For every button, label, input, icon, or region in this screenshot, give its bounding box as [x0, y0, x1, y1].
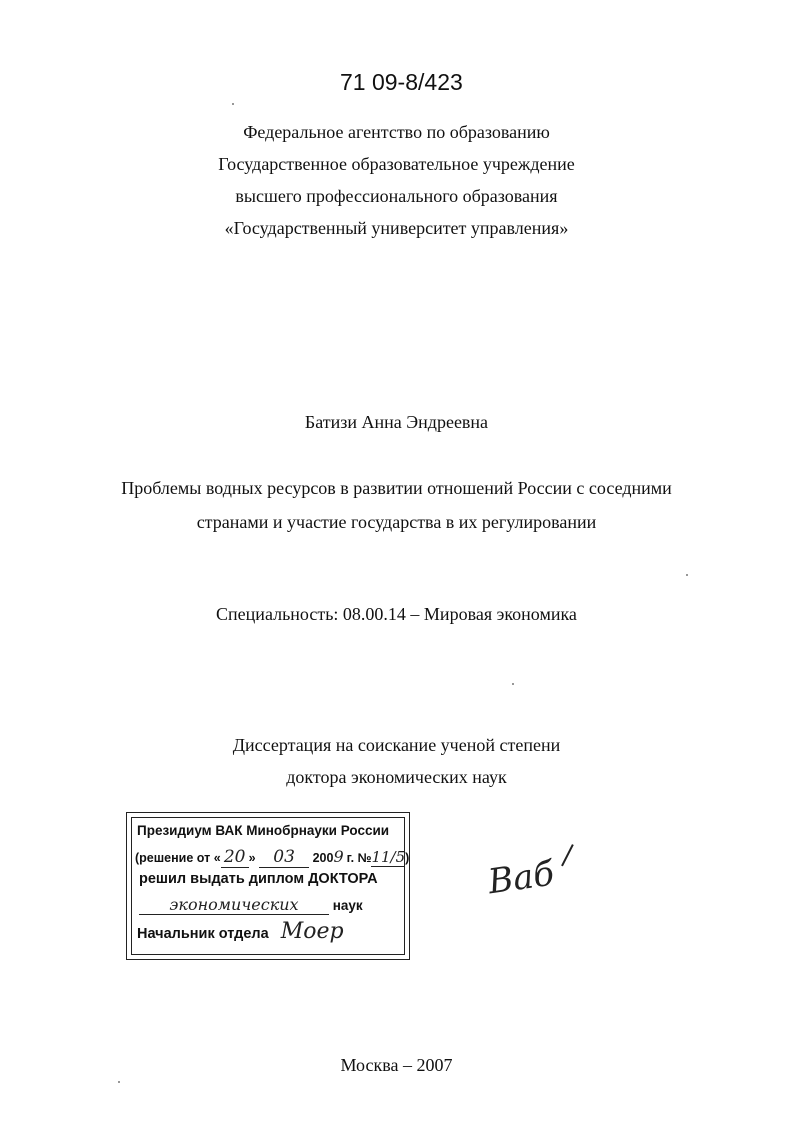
stamp-year-suffix: г. № — [346, 851, 372, 865]
signature-right — [486, 850, 585, 903]
archive-code: 71 09-8/423 — [340, 69, 463, 95]
stamp-field-suffix: наук — [332, 898, 363, 913]
stamp-day: 20 — [221, 847, 249, 868]
specialty: Специальность: 08.00.14 – Мировая экономика — [216, 604, 577, 624]
stamp-decision-line — [135, 847, 409, 868]
institution-line-1: Федеральное агентство по образованию — [243, 122, 550, 142]
stamp-line-3: решил выдать диплом ДОКТОРА — [139, 871, 378, 887]
stamp-year-prefix: 200 — [312, 851, 334, 865]
degree-line-1: Диссертация на соискание ученой степени — [232, 735, 561, 755]
stamp-month: 03 — [259, 847, 309, 868]
scan-speck — [232, 103, 234, 105]
stamp-number: 11/5 — [371, 848, 406, 866]
stamp-field-line — [139, 895, 363, 915]
stamp-month-sep: » — [248, 851, 256, 865]
dissertation-title — [0, 471, 793, 539]
author-name: Батизи Анна Эндреевна — [304, 412, 489, 432]
stamp-head-line — [137, 919, 344, 944]
signature-right-text: Ваб — [485, 853, 557, 903]
degree-line-2: доктора экономических наук — [286, 767, 507, 787]
institution-block — [0, 116, 793, 244]
scan-speck — [686, 574, 688, 576]
degree-block — [0, 729, 793, 793]
stamp-head-signature: Моер — [280, 919, 344, 944]
city-year: Москва – 2007 — [340, 1055, 453, 1075]
title-line-1: Проблемы водных ресурсов в развитии отношений России с соседними — [121, 478, 672, 498]
stamp-decision-prefix: (решение от « — [135, 851, 221, 865]
stamp-year-digit: 9 — [333, 847, 344, 866]
stamp-head-label: Начальник отдела — [137, 926, 269, 942]
scan-speck — [512, 683, 514, 685]
title-line-2: странами и участие государства в их регулировании — [196, 512, 597, 532]
institution-line-3: высшего профессионального образования — [235, 186, 558, 206]
signature-flourish — [561, 844, 574, 866]
stamp-decision-close: ) — [405, 851, 410, 865]
institution-line-4: «Государственный университет управления» — [224, 218, 569, 238]
scan-speck — [118, 1081, 120, 1083]
stamp-field: экономических — [139, 895, 329, 915]
institution-line-2: Государственное образовательное учреждение — [218, 154, 575, 174]
vak-stamp — [126, 812, 410, 960]
stamp-line-1: Президиум ВАК Минобрнауки России — [137, 823, 390, 838]
